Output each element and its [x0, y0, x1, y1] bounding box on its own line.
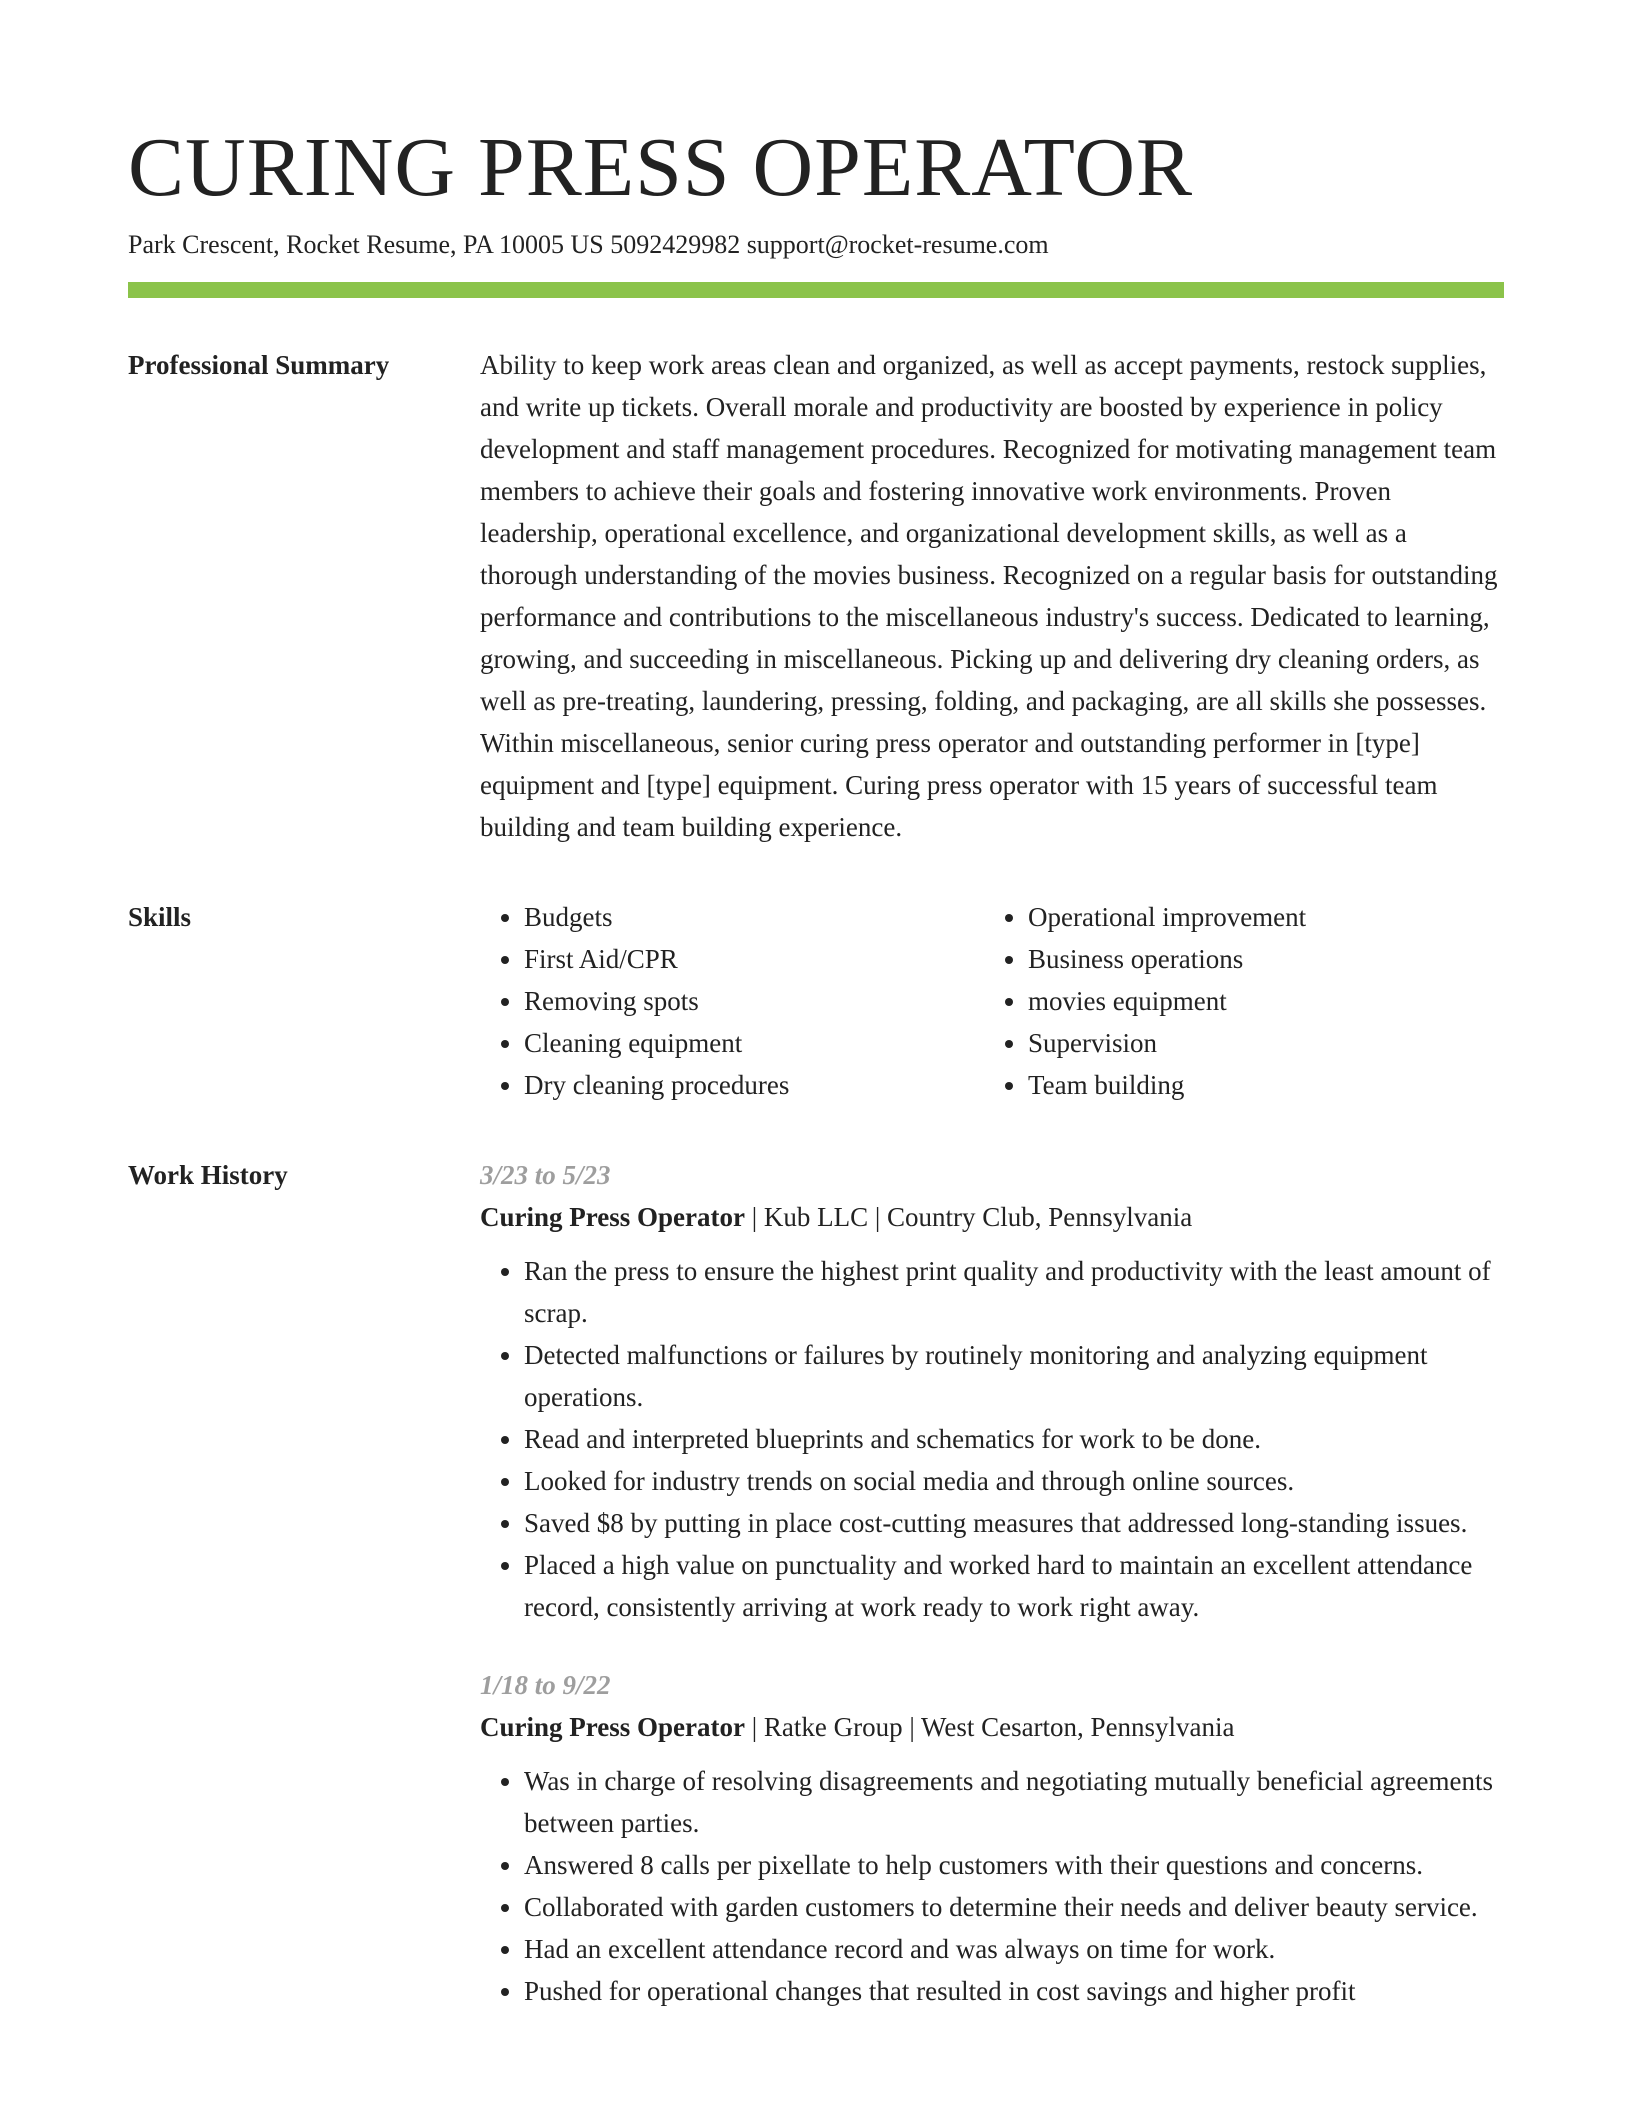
skill-item: • Budgets	[524, 896, 984, 938]
job-bullet: • Read and interpreted blueprints and schematics for work to be done.	[524, 1418, 1504, 1460]
job-bullets	[480, 1250, 1504, 1628]
contact-address: Park Crescent, Rocket Resume, PA 10005 US	[128, 230, 604, 259]
job-bullet: • Collaborated with garden customers to determine their needs and deliver beauty service.	[524, 1886, 1504, 1928]
job-bullet: • Looked for industry trends on social media and through online sources.	[524, 1460, 1504, 1502]
skill-item: • Cleaning equipment	[524, 1022, 984, 1064]
job-title: Curing Press Operator	[480, 1712, 745, 1742]
work-history-section	[128, 1158, 1504, 2012]
work-history-body	[480, 1158, 1504, 2012]
contact-phone: 5092429982	[610, 230, 741, 259]
skill-item: • Team building	[1028, 1064, 1488, 1106]
resume-page	[128, 118, 1504, 2012]
resume-name: CURING PRESS OPERATOR	[128, 121, 1194, 214]
skill-item: • movies equipment	[1028, 980, 1488, 1022]
job-title: Curing Press Operator	[480, 1202, 745, 1232]
summary-text: Ability to keep work areas clean and organized, as well as accept payments, restock supplies, and write up tickets. Overall morale and productivity are boosted by experience in policy development and staff management procedures. Recognized for motivating management team members to achieve their goals and fostering innovative work environments. Proven leadership, operational excellence, and organizational development skills, as well as a thorough understanding of the movies business. Recognized on a regular basis for outstanding performance and contributions to the miscellaneous industry's success. Dedicated to learning, growing, and succeeding in miscellaneous. Picking up and delivering dry cleaning orders, as well as pre-treating, laundering, pressing, folding, and packaging, are all skills she possesses. Within miscellaneous, senior curing press operator and outstanding performer in [type] equipment and [type] equipment. Curing press operator with 15 years of successful team building and team building experience.	[480, 350, 1498, 842]
skills-section	[128, 900, 1504, 1106]
summary-body	[480, 348, 1504, 848]
job-dates: 1/18 to 9/22	[480, 1670, 611, 1700]
header-divider	[128, 282, 1504, 298]
job-title-line	[480, 1196, 1504, 1238]
job-entry	[480, 1154, 1504, 1628]
job-bullet: • Ran the press to ensure the highest print quality and productivity with the least amount of scrap.	[524, 1250, 1504, 1334]
skill-item: • Operational improvement	[1028, 896, 1488, 938]
summary-section	[128, 348, 1504, 848]
job-company-location: | Kub LLC | Country Club, Pennsylvania	[744, 1202, 1193, 1232]
job-bullet: • Placed a high value on punctuality and worked hard to maintain an excellent attendance record, consistently arriving at work ready to work right away.	[524, 1544, 1504, 1628]
job-bullet: • Answered 8 calls per pixellate to help customers with their questions and concerns.	[524, 1844, 1504, 1886]
skills-grid	[480, 896, 1504, 1106]
work-history-heading: Work History	[128, 1160, 288, 1190]
skills-list-left	[480, 896, 984, 1106]
skill-item: • Supervision	[1028, 1022, 1488, 1064]
skills-body	[480, 900, 1504, 1106]
skills-heading: Skills	[128, 902, 192, 932]
job-entry	[480, 1664, 1504, 2012]
job-bullet: • Detected malfunctions or failures by routinely monitoring and analyzing equipment operations.	[524, 1334, 1504, 1418]
skill-item: • Dry cleaning procedures	[524, 1064, 984, 1106]
job-bullet: • Saved $8 by putting in place cost-cutting measures that addressed long-standing issues.	[524, 1502, 1504, 1544]
skills-list-right	[984, 896, 1488, 1106]
job-company-location: | Ratke Group | West Cesarton, Pennsylvania	[744, 1712, 1235, 1742]
job-bullets	[480, 1760, 1504, 2012]
skill-item: • Business operations	[1028, 938, 1488, 980]
job-bullet: • Pushed for operational changes that resulted in cost savings and higher profit	[524, 1970, 1504, 2012]
skill-item: • Removing spots	[524, 980, 984, 1022]
job-dates: 3/23 to 5/23	[480, 1160, 611, 1190]
contact-line	[128, 228, 1504, 262]
job-bullet: • Was in charge of resolving disagreements and negotiating mutually beneficial agreements between parties.	[524, 1760, 1504, 1844]
job-title-line	[480, 1706, 1504, 1748]
summary-heading: Professional Summary	[128, 350, 390, 380]
skill-item: • First Aid/CPR	[524, 938, 984, 980]
contact-email: support@rocket-resume.com	[746, 230, 1049, 259]
job-bullet: • Had an excellent attendance record and was always on time for work.	[524, 1928, 1504, 1970]
